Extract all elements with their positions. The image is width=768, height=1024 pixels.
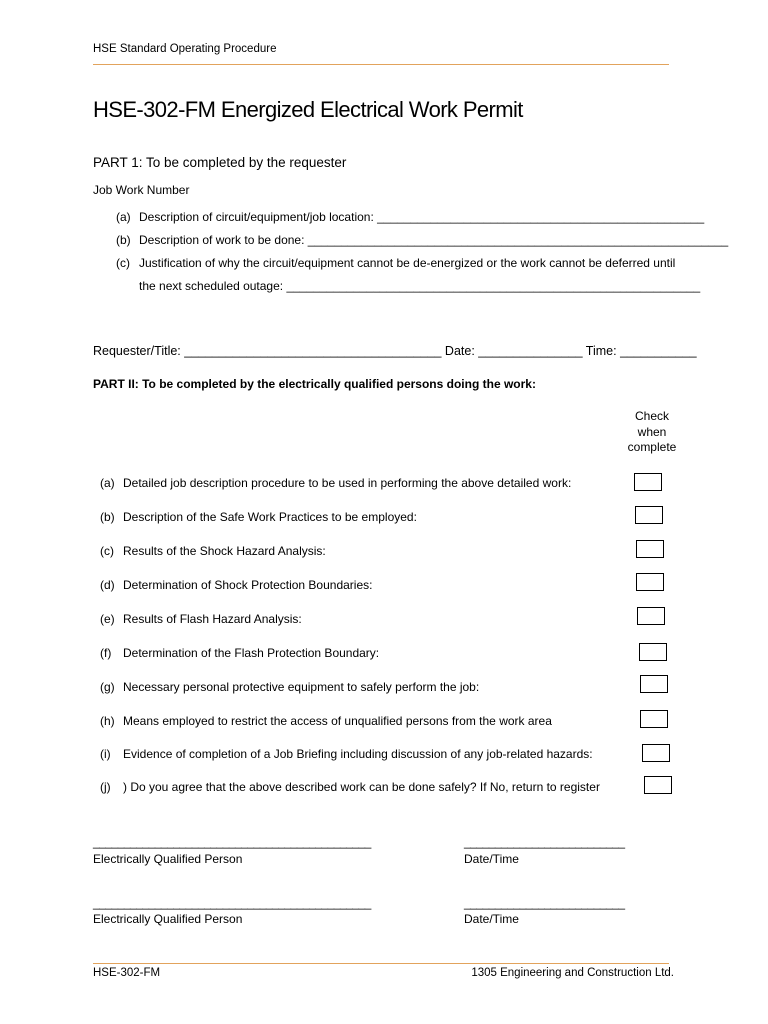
page-title: HSE-302-FM Energized Electrical Work Permit <box>93 97 523 122</box>
item-text: Necessary personal protective equipment to safely perform the job: <box>123 680 480 694</box>
part2-item-i <box>100 747 593 761</box>
footer-form-code: HSE-302-FM <box>93 967 161 979</box>
footer-rule <box>93 963 669 964</box>
date-time-label-1: Date/Time <box>464 852 519 866</box>
header-rule <box>93 64 669 65</box>
part2-item-f <box>100 646 379 660</box>
item-text: Results of the Shock Hazard Analysis: <box>123 544 326 558</box>
part1-heading: PART 1: To be completed by the requester <box>93 155 347 170</box>
check-when-complete-header <box>620 409 684 456</box>
part2-heading: PART II: To be completed by the electrically qualified persons doing the work: <box>93 377 536 391</box>
item-text: Evidence of completion of a Job Briefing including discussion of any job-related hazards: <box>123 747 593 761</box>
part1-item-a <box>116 210 704 224</box>
part1-item-c <box>116 256 675 270</box>
qualified-person-label-2: Electrically Qualified Person <box>93 912 243 926</box>
checkbox-item-h[interactable] <box>640 710 668 728</box>
part2-item-c <box>100 544 326 558</box>
item-letter: (h) <box>100 714 115 728</box>
item-text: Description of circuit/equipment/job location: _________________________________________________ <box>139 210 705 224</box>
item-letter: (b) <box>116 233 131 247</box>
checkbox-item-b[interactable] <box>635 506 663 524</box>
item-letter: (i) <box>100 747 111 761</box>
item-text: ) Do you agree that the above described work can be done safely? If No, return to register <box>123 780 600 794</box>
signature-line-2[interactable]: _____________________________________________ <box>93 896 371 910</box>
checkbox-item-d[interactable] <box>636 573 664 591</box>
item-letter: (a) <box>116 210 131 224</box>
qualified-person-label-1: Electrically Qualified Person <box>93 852 243 866</box>
item-letter: (c) <box>116 256 130 270</box>
part2-item-g <box>100 680 479 694</box>
item-text: Justification of why the circuit/equipment cannot be de-energized or the work cannot be deferred until <box>139 256 676 270</box>
part2-item-h <box>100 714 552 728</box>
header-text: HSE Standard Operating Procedure <box>93 43 277 55</box>
check-header-line: when <box>637 424 667 439</box>
job-work-number-label: Job Work Number <box>93 183 190 197</box>
item-letter: (j) <box>100 780 111 794</box>
item-text: Detailed job description procedure to be used in performing the above detailed work: <box>123 476 572 490</box>
item-letter: (g) <box>100 680 115 694</box>
requester-line: Requester/Title: _____________________________________ Date: _______________ Time: ___________ <box>93 344 697 358</box>
item-text: Means employed to restrict the access of unqualified persons from the work area <box>123 714 552 728</box>
date-time-line-2[interactable]: __________________________ <box>464 896 625 910</box>
check-header-line: Check <box>634 409 669 423</box>
checkbox-item-g[interactable] <box>640 675 668 693</box>
checkbox-item-a[interactable] <box>634 473 662 491</box>
item-letter: (e) <box>100 612 115 626</box>
part1-item-c-continuation: the next scheduled outage: ______________________________________________________________ <box>139 279 701 293</box>
item-letter: (b) <box>100 510 115 524</box>
part1-item-b <box>116 233 728 247</box>
part2-item-b <box>100 510 417 524</box>
item-text: Determination of Shock Protection Boundaries: <box>123 578 373 592</box>
checkbox-item-e[interactable] <box>637 607 665 625</box>
signature-line-1[interactable]: _____________________________________________ <box>93 835 371 849</box>
item-letter: (a) <box>100 476 115 490</box>
part2-item-d <box>100 578 372 592</box>
part2-item-a <box>100 476 571 490</box>
item-letter: (f) <box>100 646 112 660</box>
footer-company: 1305 Engineering and Construction Ltd. <box>471 967 674 979</box>
date-time-line-1[interactable]: __________________________ <box>464 835 625 849</box>
part2-item-j <box>100 780 600 794</box>
part2-item-e <box>100 612 302 626</box>
item-text: Description of work to be done: _______________________________________________________________ <box>139 233 729 247</box>
checkbox-item-c[interactable] <box>636 540 664 558</box>
item-letter: (c) <box>100 544 114 558</box>
item-text: Description of the Safe Work Practices to be employed: <box>123 510 417 524</box>
checkbox-item-i[interactable] <box>642 744 670 762</box>
checkbox-item-j[interactable] <box>644 776 672 794</box>
checkbox-item-f[interactable] <box>639 643 667 661</box>
date-time-label-2: Date/Time <box>464 912 519 926</box>
item-text: Results of Flash Hazard Analysis: <box>123 612 302 626</box>
check-header-line: complete <box>627 440 677 454</box>
item-letter: (d) <box>100 578 115 592</box>
item-text: Determination of the Flash Protection Boundary: <box>123 646 380 660</box>
